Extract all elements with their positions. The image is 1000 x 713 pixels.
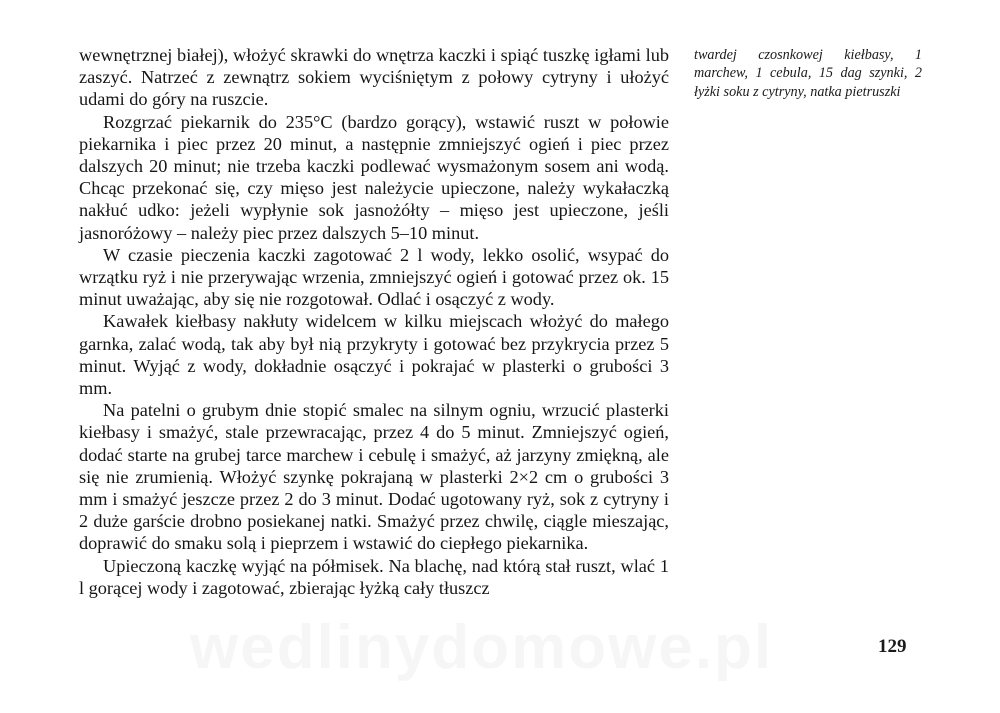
paragraph-5: Na patelni o grubym dnie stopić smalec na silnym ogniu, wrzucić plasterki kiełbasy i smażyć, stale przewracając, przez 4 do 5 minut. Zmniejszyć ogień, dodać starte na grubej tarce marchew i cebulę i smażyć, aż jarzyny zmiękną, ale się nie zrumienią. Włożyć szynkę pokrajaną w plasterki 2×2 cm o grubości 3 mm i smażyć jeszcze przez 2 do 3 minut. Dodać ugotowany ryż, sok z cytryny i 2 duże garście drobno posiekanej natki. Smażyć przez chwilę, ciągle mieszając, doprawić do smaku solą i pieprzem i wstawić do ciepłego piekarnika. — [79, 400, 669, 554]
ingredients-side-note: twardej czosnkowej kiełbasy, 1 marchew, 1 cebula, 15 dag szynki, 2 łyżki soku z cytryny, natka pietruszki — [694, 47, 922, 100]
watermark-text — [190, 612, 830, 683]
paragraph-4: Kawałek kiełbasy nakłuty widelcem w kilku miejscach włożyć do małego garnka, zalać wodą, tak aby był nią przykryty i gotować bez przykrycia przez 5 minut. Wyjąć z wody, dokładnie osączyć i pokrajać w plasterki o grubości 3 mm. — [79, 311, 669, 399]
recipe-body-text — [79, 44, 669, 599]
paragraph-2: Rozgrzać piekarnik do 235°C (bardzo gorący), wstawić ruszt w połowie piekarnika i piec przez 20 minut, a następnie zmniejszyć ogień i piec przez dalszych 20 minut; nie trzeba kaczki podlewać wysmażonym sosem ani wodą. Chcąc przekonać się, czy mięso jest należycie upieczone, należy wykałaczką nakłuć udko: jeżeli wypłynie sok jasnożółty – mięso jest upieczone, jeśli jasnoróżowy – należy piec przez dalszych 5–10 minut. — [79, 111, 669, 243]
page-number: 129 — [878, 636, 907, 657]
paragraph-6: Upieczoną kaczkę wyjąć na półmisek. Na blachę, nad którą stał ruszt, wlać 1 l gorącej wody i zagotować, zbierając łyżką cały tłuszcz — [79, 555, 669, 598]
paragraph-3: W czasie pieczenia kaczki zagotować 2 l wody, lekko osolić, wsypać do wrzątku ryż i nie przerywając wrzenia, zmniejszyć ogień i gotować przez ok. 15 minut uważając, aby się nie rozgotował. Odlać i osączyć z wody. — [79, 244, 669, 310]
paragraph-1: wewnętrznej białej), włożyć skrawki do wnętrza kaczki i spiąć tuszkę igłami lub zaszyć. Natrzeć z zewnątrz sokiem wyciśniętym z połowy cytryny i ułożyć udami do góry na ruszcie. — [79, 45, 669, 110]
